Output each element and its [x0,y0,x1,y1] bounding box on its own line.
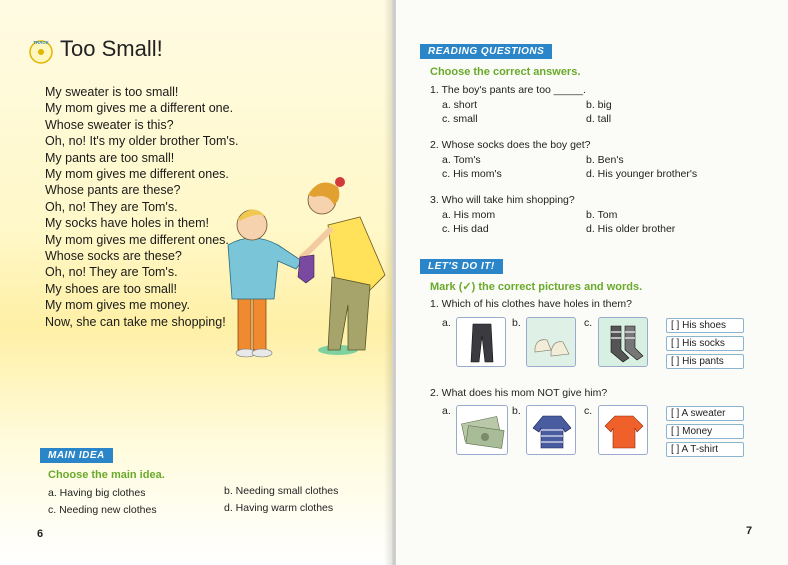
story-line: Oh, no! They are Tom's. [45,265,178,280]
story-line: My shoes are too small! [45,281,177,296]
story-illustration [210,165,390,365]
story-line: My mom gives me different ones. [45,167,229,182]
main-idea-option-b[interactable]: b. Needing small clothes [224,485,339,497]
boy-pants-left [238,295,251,350]
socks-picture[interactable] [598,317,648,367]
q1-choice-socks[interactable]: [ ] His socks [666,336,744,351]
q2-choice-tshirt[interactable]: [ ] A T-shirt [666,442,744,457]
tshirt-picture[interactable] [598,405,648,455]
right-page [396,0,788,565]
story-line: Whose socks are these? [45,249,182,264]
main-idea-option-d[interactable]: d. Having warm clothes [224,502,334,514]
pants-picture[interactable] [456,317,506,367]
q2-label-c: c. [584,405,593,417]
q2-label-b: b. [512,405,521,417]
page-number-left: 6 [37,528,44,540]
reading-q3-option-b[interactable]: b. Tom [586,209,618,221]
mom-pants [328,277,370,350]
q1-label-b: b. [512,317,521,329]
held-socks [298,255,314,283]
badge-label: TRACK [33,40,49,45]
story-line: My mom gives me different ones. [45,232,229,247]
story-line: Oh, no! They are Tom's. [45,199,178,214]
reading-q3-option-d[interactable]: d. His older brother [586,223,676,235]
story-line: My pants are too small! [45,150,175,165]
reading-q2-option-a[interactable]: a. Tom's [442,154,481,166]
q1-choice-shoes[interactable]: [ ] His shoes [666,318,744,333]
activity-question-2: 2. What does his mom NOT give him? [430,387,608,399]
reading-q2-option-c[interactable]: c. His mom's [442,168,502,180]
q2-choice-money[interactable]: [ ] Money [666,424,744,439]
money-picture[interactable] [456,405,508,455]
story-line: Whose pants are these? [45,183,181,198]
q2-label-a: a. [442,405,451,417]
lets-do-it-instruction: Mark (✓) the correct pictures and words. [430,281,643,293]
story-line: Now, she can take me shopping! [45,314,226,329]
left-page [0,0,392,565]
main-idea-option-c[interactable]: c. Needing new clothes [48,504,157,516]
reading-instruction: Choose the correct answers. [430,66,581,78]
reading-q1-option-d[interactable]: d. tall [586,113,612,125]
reading-q1-option-a[interactable]: a. short [442,99,478,111]
q1-label-c: c. [584,317,593,329]
reading-q3-option-a[interactable]: a. His mom [442,209,496,221]
story-line: Whose sweater is this? [45,117,174,132]
reading-question-3: 3. Who will take him shopping? [430,194,575,206]
story-line: My mom gives me money. [45,298,190,313]
activity-question-1: 1. Which of his clothes have holes in them? [430,298,632,310]
q1-label-a: a. [442,317,451,329]
reading-question-1: 1. The boy's pants are too _____. [430,84,586,96]
boy-sweater [228,238,302,299]
reading-q3-option-c[interactable]: c. His dad [442,223,489,235]
q1-choice-pants[interactable]: [ ] His pants [666,354,744,369]
page-title: Too Small! [60,36,163,61]
reading-q1-option-c[interactable]: c. small [442,113,478,125]
reading-questions-tag: READING QUESTIONS [420,44,552,59]
lets-do-it-tag: LET'S DO IT! [420,259,503,274]
sweater-picture[interactable] [526,405,576,455]
cd-track-icon [28,38,54,64]
main-idea-tag: MAIN IDEA [40,448,113,463]
reading-q2-option-d[interactable]: d. His younger brother's [586,168,698,180]
story-line: My mom gives me a different one. [45,101,234,116]
reading-q1-option-b[interactable]: b. big [586,99,612,111]
main-idea-option-a[interactable]: a. Having big clothes [48,487,146,499]
page-number-right: 7 [746,525,753,537]
story-line: Oh, no! It's my older brother Tom's. [45,134,239,149]
q2-choice-sweater[interactable]: [ ] A sweater [666,406,744,421]
story-line: My socks have holes in them! [45,216,209,231]
reading-q2-option-b[interactable]: b. Ben's [586,154,624,166]
story-line: My sweater is too small! [45,85,179,99]
reading-question-2: 2. Whose socks does the boy get? [430,139,591,151]
main-idea-instruction: Choose the main idea. [48,469,165,481]
shoes-picture[interactable] [526,317,576,367]
